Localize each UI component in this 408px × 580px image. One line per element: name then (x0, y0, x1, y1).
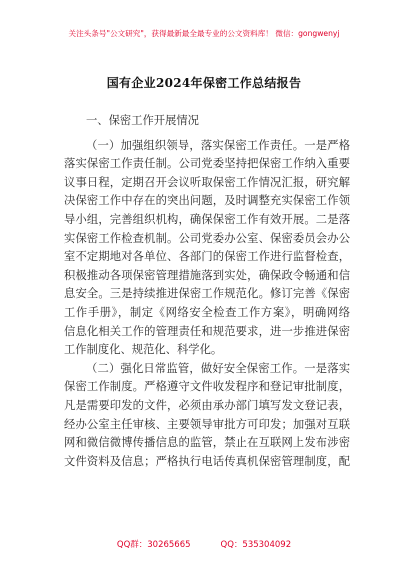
text-line: 信息化相关工作的管理责任和规范要求，进一步推进保密 (64, 324, 350, 338)
text-line: 文件资料及信息；严格执行电话传真机保密管理制度，配 (64, 454, 350, 468)
text-line: 凡是需要印发的文件，必须由承办部门填写发文登记表， (64, 398, 350, 412)
paragraph-2 (64, 360, 350, 472)
text-line: 息安全。三是持续推进保密工作规范化。修订完善《保密 (64, 287, 350, 301)
text-line: 工作制度化、规范化、科学化。 (64, 343, 223, 357)
document-title: 国有企业2024年保密工作总结报告 (106, 76, 302, 90)
text-line: 室不定期地对各单位、各部门的保密工作进行监督检查， (64, 250, 350, 264)
text-line: 经办公室主任审核、主要领导审批方可印发；加强对互联 (64, 417, 350, 431)
text-line: 决保密工作中存在的突出问题，及时调整充实保密工作领 (64, 194, 350, 208)
text-line: 工作手册》，制定《网络安全检查工作方案》，明确网络 (64, 305, 350, 319)
section-heading: 一、保密工作开展情况 (86, 114, 199, 127)
text-line: 导小组，完善组织机构，确保保密工作有效开展。二是落 (64, 212, 350, 226)
text-line: 落实保密工作责任制。公司党委坚持把保密工作纳入重要 (64, 157, 350, 171)
text-line: 实保密工作检查机制。公司党委办公室、保密委员会办公 (64, 231, 350, 245)
text-line: 积极推动各项保密管理措施落到实处，确保政令畅通和信 (64, 268, 350, 282)
text-line: 议事日程，定期召开会议听取保密工作情况汇报，研究解 (64, 175, 350, 189)
text-line: 保密工作制度。严格遵守文件收发程序和登记审批制度， (64, 380, 350, 394)
document-body (64, 112, 350, 471)
promo-banner: 关注头条号"公文研究"，获得最新最全最专业的公文资料库！ 微信：gongwenyj (68, 29, 340, 38)
qq-group-number: QQ群：30265665 (116, 540, 191, 550)
text-line: （一）加强组织领导，落实保密工作责任。一是严格 (86, 138, 350, 152)
paragraph-1 (64, 137, 350, 360)
contact-footer (0, 538, 408, 550)
text-line: 网和微信微博传播信息的监管，禁止在互联网上发布涉密 (64, 436, 350, 450)
qq-number: QQ：535304092 (220, 540, 292, 550)
text-line: （二）强化日常监管，做好安全保密工作。一是落实 (86, 361, 350, 375)
